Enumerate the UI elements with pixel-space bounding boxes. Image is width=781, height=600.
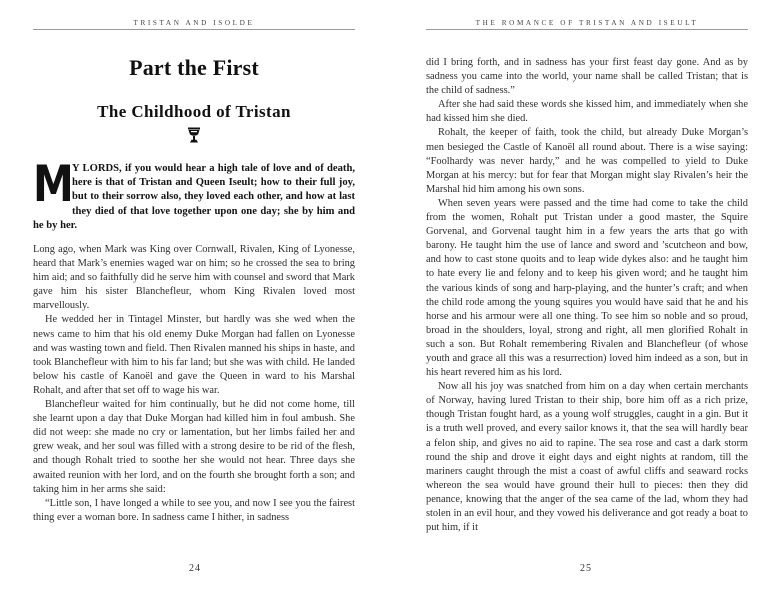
chapter-title: The Childhood of Tristan xyxy=(97,102,291,121)
right-page-body xyxy=(426,56,748,535)
page-number-right: 25 xyxy=(580,563,592,574)
paragraph: Blanchefleur waited for him continually, but he did not come home, till she learnt upon a day that Duke Morgan had killed him in foul ambush. She did not weep: she made no cry or lamentation, but her limbs failed her and grew weak, and her soul was filled with a strong desire to be rid of the flesh, and though Rohalt tried to soothe her she would not hear. Three days she awaited reunion with her lord, and on the fourth she brought forth a son; and taking him in her arms she said: xyxy=(33,399,355,495)
drop-cap: M xyxy=(33,155,74,213)
opening-text: Y LORDS, if you would hear a high tale of love and of death, here is that of Tristan and Queen Iseult; how to their full joy, but to their sorrow also, they loved each other, and how at last they died of that love together upon one day; she by him and he by her. xyxy=(33,163,355,231)
right-page xyxy=(391,0,781,600)
paragraph: did I bring forth, and in sadness has your first feast day gone. And as by sadness you came into the world, your name shall be called Tristan; that is the child of sadness.” xyxy=(426,57,748,97)
page-number-left: 24 xyxy=(189,563,201,574)
part-title: Part the First xyxy=(129,55,259,80)
paragraph: He wedded her in Tintagel Minster, but hardly was she wed when the news came to him that his old enemy Duke Morgan had fallen on Lyonesse and was wasting town and field. Then Rivalen manned his ships in haste, and took Blanchefleur with him to his far land; but she was with child. He landed below his castle of Kanoël and gave the Queen in ward to his Marshal Rohalt, and after that set off to wage his war. xyxy=(33,314,355,396)
paragraph: When seven years were passed and the time had come to take the child from the women, Rohalt put Tristan under a good master, the Squire Gorvenal, and Gorvenal taught him in a few years the arts that go with barony. He taught him the use of lance and sword and ’scutcheon and bow, and how to cast stone quoits and to leap wide dykes also: and he taught him to hate every lie and felony and to keep his given word; and he taught him the various kinds of song and harp-playing, and the hunter’s craft; and when the child rode among the young squires you would have said that he and his horse and his armour were all one thing. To see him so noble and so proud, broad in the shoulders, loyal, strong and right, all men glorified Rohalt in such a son. But Rohalt remembering Rivalen and Blanchefleur (of whose youth and grace all this was a resurrection) loved him indeed as a son, but in his heart revered him as his lord. xyxy=(426,197,748,379)
opening-paragraph xyxy=(33,155,355,233)
paragraph: “Little son, I have longed a while to see you, and now I see you the fairest thing ever a woman bore. In sadness came I hither, in sadness xyxy=(33,497,355,523)
chalice-icon xyxy=(187,127,201,143)
paragraph: After she had said these words she kissed him, and immediately when she had kissed him she died. xyxy=(426,99,748,125)
header-rule-left xyxy=(33,29,355,30)
paragraph: Rohalt, the keeper of faith, took the child, but already Duke Morgan’s men besieged the Castle of Kanoël all round about. There is a wise saying: “Foolhardy was never hardy,” and he was compelled to yield to Duke Morgan at his mercy: but for fear that Morgan might slay Rivalen’s heir the Marshal hid him among his own sons. xyxy=(426,127,748,195)
header-rule-right xyxy=(426,29,748,30)
left-page-body xyxy=(33,243,355,525)
paragraph: Now all his joy was snatched from him on a day when certain merchants of Norway, having lured Tristan to their ship, bore him off as a rich prize, though Tristan fought hard, as a young wolf struggles, caught in a gin. But it is a truth well proved, and every sailor knows it, that the sea will hardly bear a felon ship, and gives no aid to rapine. The sea rose and cast a dark storm round the ship and drove it eight days and eight nights at random, till the mariners caught through the mist a coast of awful cliffs and seaward rocks whereon the sea would have ground their hull to pieces: then they did penance, knowing that the anger of the sea came of the lad, whom they had stolen in an evil hour, and they vowed his deliverance and got ready a boat to put him, if it xyxy=(426,381,748,534)
running-head-left: TRISTAN AND ISOLDE xyxy=(133,19,255,27)
left-page xyxy=(0,0,390,600)
paragraph: Long ago, when Mark was King over Cornwall, Rivalen, King of Lyonesse, heard that Mark’s enemies waged war on him; so he crossed the sea to bring him aid; and so faithfully did he serve him with counsel and sword that Mark gave him his sister Blanchefleur, whom King Rivalen loved most marvellously. xyxy=(33,244,355,312)
running-head-right: THE ROMANCE OF TRISTAN AND ISEULT xyxy=(475,19,699,27)
